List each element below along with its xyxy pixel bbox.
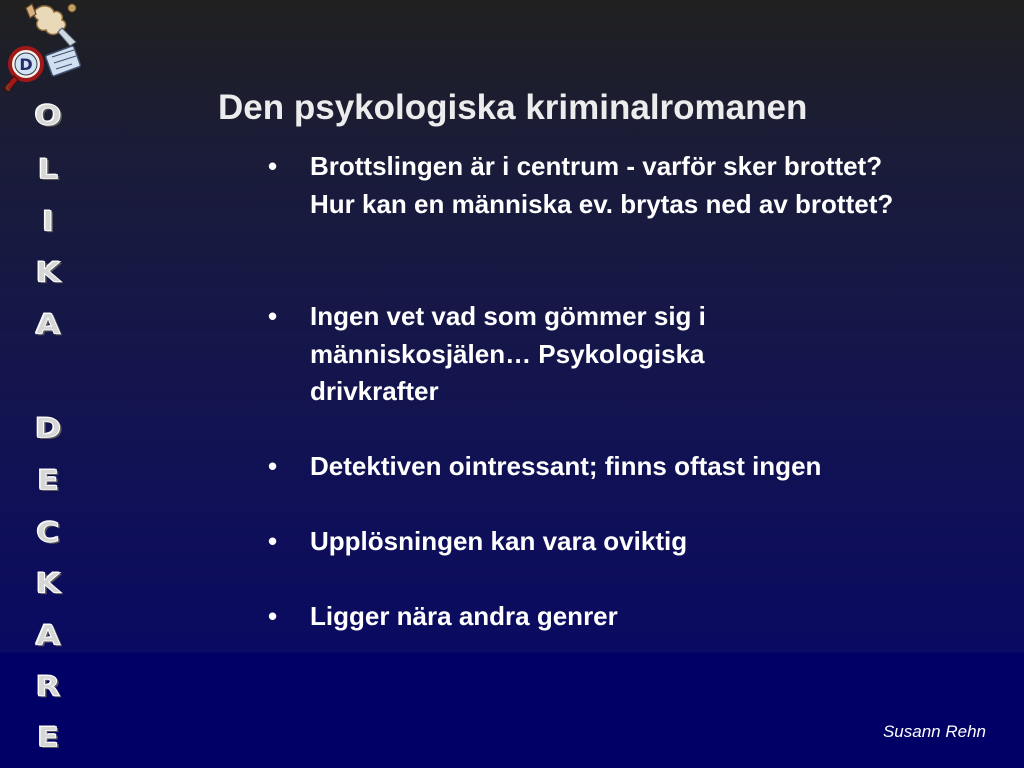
bullet-item bbox=[268, 598, 948, 636]
bullet-dot: • bbox=[268, 301, 278, 331]
vertical-letter: L bbox=[37, 152, 59, 186]
bullet-text: Ligger nära andra genrer bbox=[310, 601, 618, 631]
bullet-item bbox=[268, 148, 948, 223]
slide-title: Den psykologiska kriminalromanen bbox=[218, 88, 808, 127]
bullet-text: Upplösningen kan vara oviktig bbox=[310, 526, 688, 556]
vertical-letter: E bbox=[37, 720, 59, 754]
bullet-item bbox=[268, 523, 948, 561]
detective-magnifier-icon bbox=[2, 2, 86, 94]
logo-lens-letter: D bbox=[19, 55, 33, 74]
bullet-text: Brottslingen är i centrum - varför sker brottet? Hur kan en människa ev. brytas ned av brottet? bbox=[310, 151, 894, 219]
vertical-letter: A bbox=[35, 307, 61, 341]
bullet-text: Detektiven ointressant; finns oftast ingen bbox=[310, 451, 822, 481]
vertical-letter: K bbox=[35, 255, 61, 289]
vertical-letter: O bbox=[34, 98, 62, 132]
vertical-letter: R bbox=[35, 669, 61, 703]
vertical-letter: A bbox=[35, 618, 61, 652]
bullet-dot: • bbox=[268, 601, 278, 631]
bullet-item bbox=[268, 298, 948, 411]
bullet-item bbox=[268, 448, 948, 486]
bullet-text: Ingen vet vad som gömmer sig i människosjälen… Psykologiska drivkrafter bbox=[310, 301, 706, 406]
vertical-letter: K bbox=[35, 566, 61, 600]
vertical-letter: I bbox=[42, 204, 54, 238]
vertical-letter: C bbox=[36, 515, 60, 549]
bullet-dot: • bbox=[268, 451, 278, 481]
bullet-dot: • bbox=[268, 526, 278, 556]
vertical-letter: D bbox=[34, 411, 62, 445]
author-credit: Susann Rehn bbox=[882, 722, 986, 741]
vertical-letter: E bbox=[37, 463, 59, 497]
bullet-dot: • bbox=[268, 151, 278, 181]
